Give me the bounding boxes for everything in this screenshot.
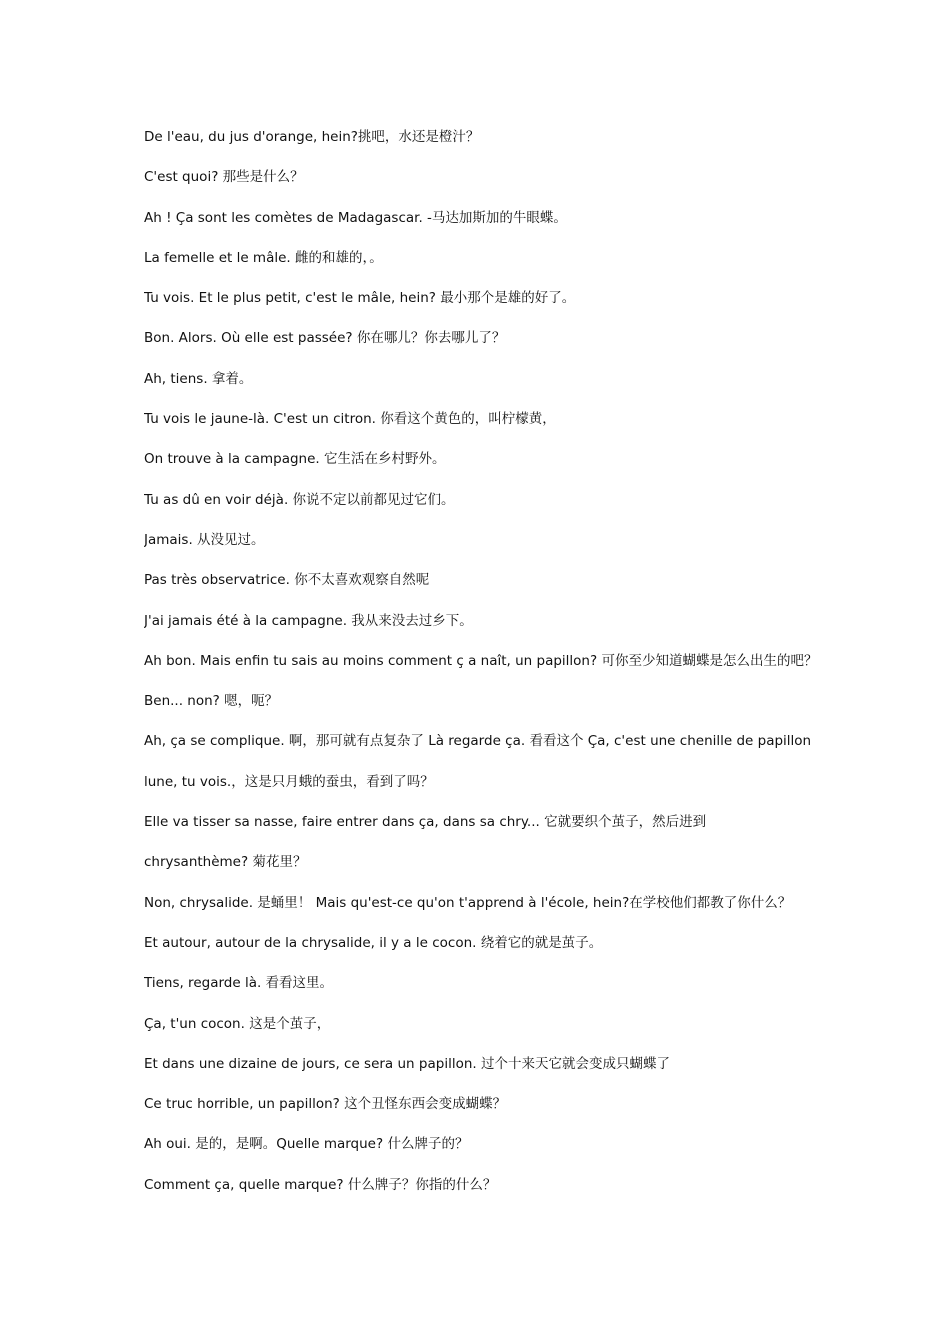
dialogue-line: Pas très observatrice. 你不太喜欢观察自然呢 <box>144 572 430 589</box>
dialogue-line: Ah ! Ça sont les comètes de Madagascar. -马达加斯加的牛眼蝶。 <box>144 209 567 226</box>
dialogue-transcript <box>144 128 824 1216</box>
dialogue-line: C'est quoi? 那些是什么？ <box>144 169 304 186</box>
dialogue-line: Tiens, regarde là. 看看这里。 <box>144 975 334 992</box>
dialogue-line: La femelle et le mâle. 雌的和雄的，。 <box>144 249 383 266</box>
dialogue-line: Jamais. 从没见过。 <box>144 531 265 548</box>
dialogue-line: J'ai jamais été à la campagne. 我从来没去过乡下。 <box>144 612 473 629</box>
dialogue-line: Non, chrysalide. 是蛹里！ Mais qu'est-ce qu'on t'apprend à l'école, hein?在学校他们都教了你什么？ <box>144 894 792 911</box>
dialogue-line: Elle va tisser sa nasse, faire entrer dans ça, dans sa chry... 它就要织个茧子，然后进到 <box>144 814 707 831</box>
dialogue-line: Ah, tiens. 拿着。 <box>144 370 253 387</box>
dialogue-line: Ah bon. Mais enfin tu sais au moins comment ç a naît, un papillon? 可你至少知道蝴蝶是怎么出生的吧？ <box>144 652 818 669</box>
dialogue-line: Ah oui. 是的，是啊。Quelle marque? 什么牌子的？ <box>144 1136 469 1153</box>
dialogue-line: Tu vois le jaune-là. C'est un citron. 你看这个黄色的，叫柠檬黄， <box>144 411 556 428</box>
dialogue-line: Ça, t'un cocon. 这是个茧子， <box>144 1015 331 1032</box>
dialogue-line: Et autour, autour de la chrysalide, il y a le cocon. 绕着它的就是茧子。 <box>144 934 603 951</box>
dialogue-line: Comment ça, quelle marque? 什么牌子？你指的什么？ <box>144 1176 497 1193</box>
dialogue-line: Ce truc horrible, un papillon? 这个丑怪东西会变成蝴蝶？ <box>144 1096 507 1113</box>
dialogue-line: Bon. Alors. Où elle est passée? 你在哪儿？你去哪儿了？ <box>144 330 506 347</box>
dialogue-line: Tu vois. Et le plus petit, c'est le mâle, hein? 最小那个是雄的好了。 <box>144 290 576 307</box>
dialogue-line: On trouve à la campagne. 它生活在乡村野外。 <box>144 451 446 468</box>
dialogue-line: lune, tu vois.，这是只月蛾的蚕虫，看到了吗？ <box>144 773 434 790</box>
dialogue-line: Tu as dû en voir déjà. 你说不定以前都见过它们。 <box>144 491 455 508</box>
dialogue-line: Ben... non? 嗯，呃？ <box>144 693 279 710</box>
dialogue-line: De l'eau, du jus d'orange, hein?挑吧，水还是橙汁？ <box>144 129 480 145</box>
dialogue-line: Ah, ça se complique. 啊，那可就有点复杂了 Là regarde ça. 看看这个 Ça, c'est une chenille de papillon <box>144 733 812 750</box>
dialogue-line: chrysanthème? 菊花里？ <box>144 854 307 871</box>
dialogue-line: Et dans une dizaine de jours, ce sera un papillon. 过个十来天它就会变成只蝴蝶了 <box>144 1055 670 1072</box>
